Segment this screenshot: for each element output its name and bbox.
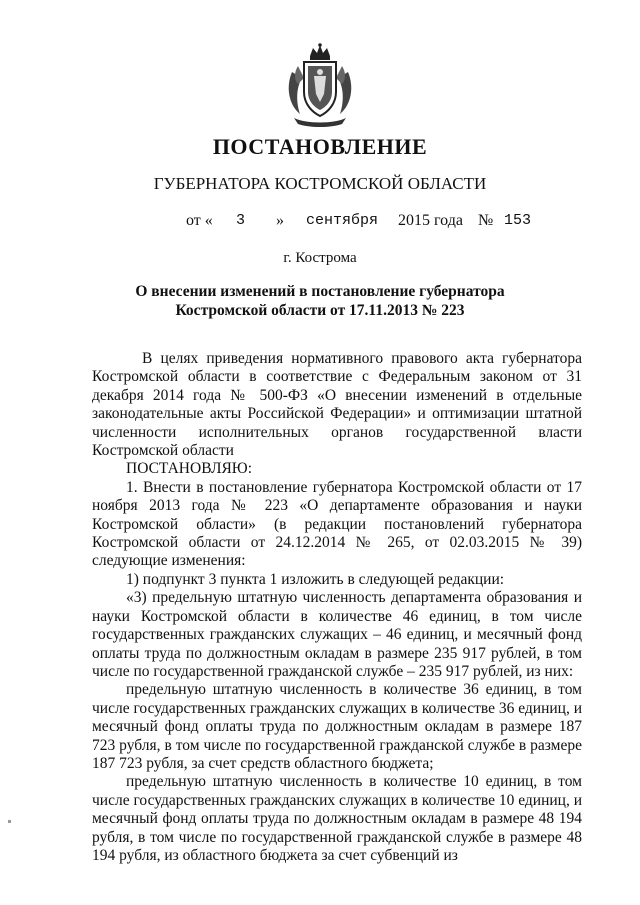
date-month: сентября (306, 212, 379, 229)
coat-of-arms-icon (284, 42, 356, 128)
date-close-quote: » (276, 212, 284, 229)
paragraph-subvention: предельную штатную численность в количестве 10 единиц, в том числе государственных гражданских служащих в количестве 10 единиц, и месячный фонд оплаты труда по должностным окладам в размере 48 194 рубля, в том числе по государственной гражданской службе в размере 48 194 рубля, из областного бюджета за счет субвенций из (92, 773, 582, 864)
document-body (92, 350, 582, 865)
date-year: 2015 года (398, 212, 463, 229)
item-1: 1. Внести в постановление губернатора Костромской области от 17 ноября 2013 года № 223 «О департаменте образования и науки Костромской области» (в редакции постановлений губернатора Костромской области от 24.12.2014 № 265, от 02.03.2015 № 39) следующие изменения: (92, 478, 582, 570)
city: г. Кострома (283, 250, 357, 266)
document-number: 153 (504, 212, 532, 229)
document-type: ПОСТАНОВЛЕНИЕ (212, 134, 428, 159)
title-line-1: О внесении изменений в постановление губернатора (135, 283, 505, 300)
paragraph-regional-budget: предельную штатную численность в количестве 36 единиц, в том числе государственных гражданских служащих в количестве 36 единиц, и месячный фонд оплаты труда по должностным окладам в размере 187 723 рубля, в том числе по государственной гражданской службе в размере 187 723 рубля, за счет средств областного бюджета; (92, 681, 582, 772)
title-line-2: Костромской области от 17.11.2013 № 223 (175, 302, 465, 319)
number-sign: № (478, 212, 494, 229)
resolve-word: ПОСТАНОВЛЯЮ: (126, 460, 253, 478)
date-prefix: от « (186, 212, 213, 229)
date-day: 3 (236, 212, 246, 229)
scan-mark (8, 820, 11, 823)
preamble: В целях приведения нормативного правового акта губернатора Костромской области в соответствие с Федеральным законом от 31 декабря 2014 года № 500-ФЗ «О внесении изменений в отдельные законодательные акты Российской Федерации» и оптимизации штатной численности исполнительных органов государственной власти Костромской области (92, 350, 582, 460)
document-title (0, 282, 640, 320)
date-line (0, 212, 640, 234)
subitem-1: 1) подпункт 3 пункта 1 изложить в следующей редакции: (126, 570, 505, 588)
quoted-subitem-3: «3) предельную штатную численность департамента образования и науки Костромской области в количестве 46 единиц, в том числе государственных гражданских служащих – 46 единиц, и месячный фонд оплаты труда по должностным окладам в размере 235 917 рублей, в том числе по государственной гражданской службе – 235 917 рублей, из них: (92, 589, 582, 680)
issuer: ГУБЕРНАТОРА КОСТРОМСКОЙ ОБЛАСТИ (153, 174, 487, 193)
